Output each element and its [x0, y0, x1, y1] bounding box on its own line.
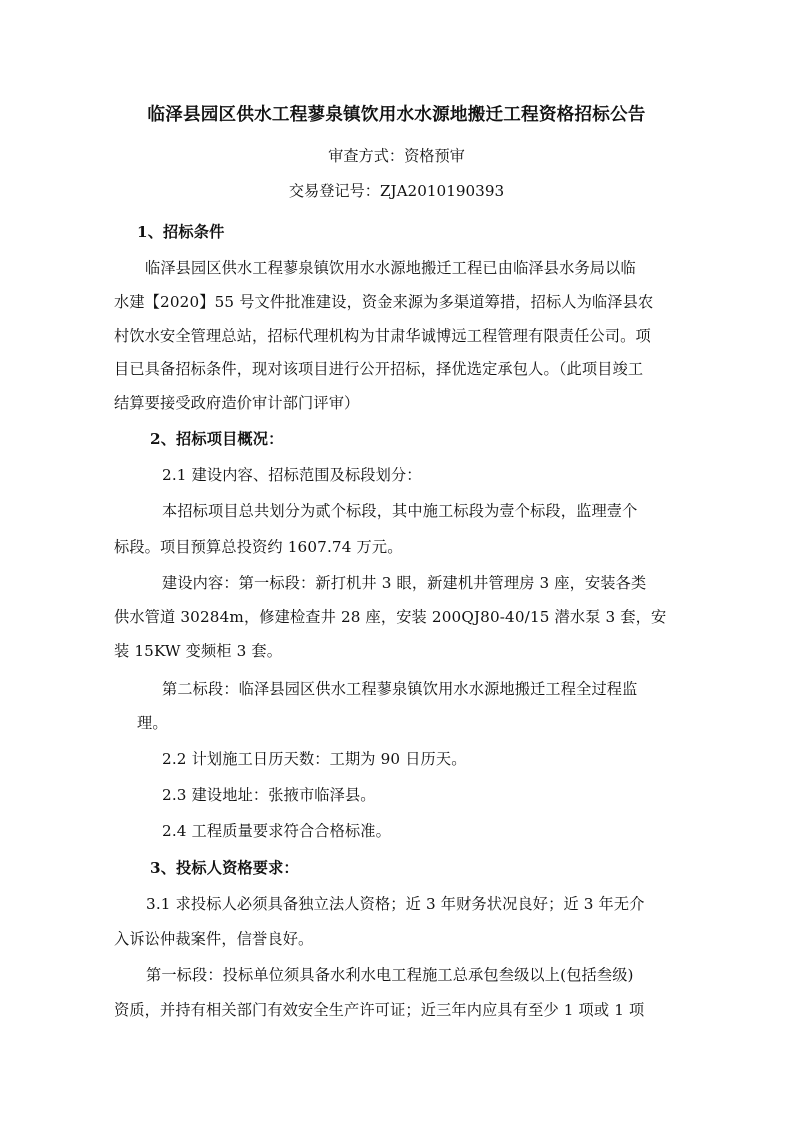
subsection-2-4: 2.4 工程质量要求符合合格标准。	[162, 822, 391, 840]
paragraph-line: 第一标段：投标单位须具备水利水电工程施工总承包叁级以上(包括叁级)	[146, 966, 634, 984]
paragraph-line: 临泽县园区供水工程蓼泉镇饮用水水源地搬迁工程已由临泽县水务局以临	[145, 259, 636, 277]
paragraph-line: 理。	[137, 714, 168, 732]
document-title: 临泽县园区供水工程蓼泉镇饮用水水源地搬迁工程资格招标公告	[147, 104, 646, 125]
review-method: 审查方式：资格预审	[328, 147, 465, 165]
paragraph-line: 建设内容：第一标段：新打机井 3 眼，新建机井管理房 3 座，安装各类	[162, 574, 647, 592]
section-1-heading: 1、招标条件	[137, 223, 225, 241]
section-3-heading: 3、投标人资格要求：	[150, 859, 299, 877]
paragraph-line: 村饮水安全管理总站，招标代理机构为甘肃华诚博远工程管理有限责任公司。项	[114, 327, 651, 345]
paragraph-line: 供水管道 30284m，修建检查井 28 座，安装 200QJ80-40/15 潜水泵 3 套，安	[114, 608, 667, 626]
subsection-3-1: 3.1 求投标人必须具备独立法人资格；近 3 年财务状况良好；近 3 年无介	[146, 895, 645, 913]
paragraph-line: 装 15KW 变频柜 3 套。	[114, 642, 283, 660]
paragraph-line: 入诉讼仲裁案件，信誉良好。	[114, 930, 314, 948]
paragraph-line: 结算要接受政府造价审计部门评审）	[114, 394, 360, 412]
paragraph-line: 本招标项目总共划分为贰个标段，其中施工标段为壹个标段，监理壹个	[162, 502, 638, 520]
paragraph-line: 第二标段：临泽县园区供水工程蓼泉镇饮用水水源地搬迁工程全过程监	[162, 680, 638, 698]
subsection-2-2: 2.2 计划施工日历天数：工期为 90 日历天。	[162, 750, 467, 768]
paragraph-line: 水建【2020】55 号文件批准建设，资金来源为多渠道筹措，招标人为临泽县农	[114, 293, 654, 311]
subsection-2-1-title: 2.1 建设内容、招标范围及标段划分：	[162, 466, 422, 484]
section-2-heading: 2、招标项目概况：	[150, 430, 284, 448]
subsection-2-3: 2.3 建设地址：张掖市临泽县。	[162, 786, 376, 804]
paragraph-line: 标段。项目预算总投资约 1607.74 万元。	[114, 538, 403, 556]
registration-number: 交易登记号：ZJA2010190393	[288, 182, 505, 200]
paragraph-line: 目已具备招标条件，现对该项目进行公开招标，择优选定承包人。（此项目竣工	[114, 360, 644, 378]
paragraph-line: 资质，并持有相关部门有效安全生产许可证；近三年内应具有至少 1 项或 1 项	[114, 1001, 645, 1019]
